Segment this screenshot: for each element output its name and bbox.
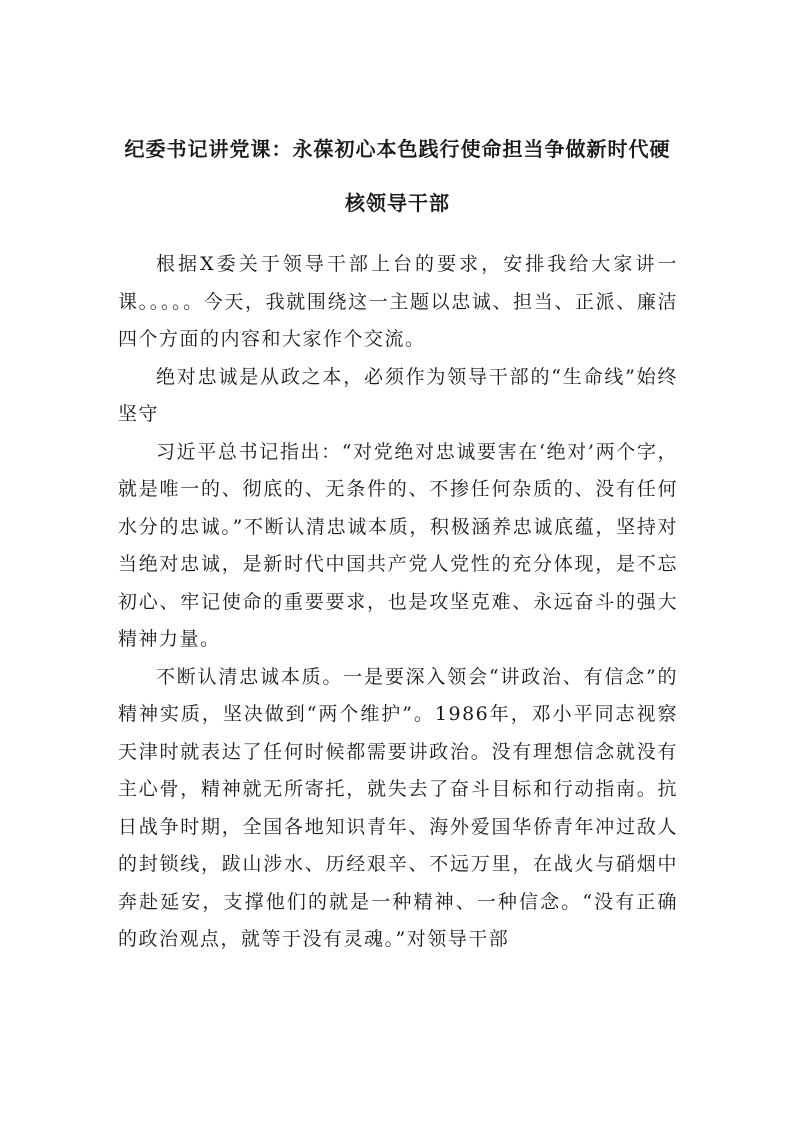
title-line-2: 核领导干部 — [345, 191, 450, 215]
paragraph-intro: 根据X委关于领导干部上台的要求，安排我给大家讲一课。。。。。今天，我就围绕这一主题以忠诚、担当、正派、廉洁四个方面的内容和大家作个交流。 — [118, 253, 678, 350]
title-line-1: 纪委书记讲党课：永葆初心本色践行使命担当争做新时代硬 — [124, 137, 671, 161]
document-title — [110, 122, 685, 230]
paragraph-loyalty-essence: 不断认清忠诚本质。一是要深入领会“讲政治、有信念”的精神实质，坚决做到“两个维护”。1986年，邓小平同志视察天津时就表达了任何时候都需要讲政治。没有理想信念就没有主心骨，精神就无所寄托，就失去了奋斗目标和行动指南。抗日战争时期，全国各地知识青年、海外爱国华侨青年冲过敌人的封锁线，跋山涉水、历经艰辛、不远万里，在战火与硝烟中奔赴延安，支撑他们的就是一种精神、一种信念。“没有正确的政治观点，就等于没有灵魂。”对领导干部 — [118, 665, 678, 950]
section-heading-loyalty: 绝对忠诚是从政之本，必须作为领导干部的“生命线”始终坚守 — [118, 365, 678, 425]
document-body — [118, 246, 678, 959]
paragraph-quote: 习近平总书记指出：“对党绝对忠诚要害在‘绝对’两个字，就是唯一的、彻底的、无条件的、不掺任何杂质的、没有任何水分的忠诚。”不断认清忠诚本质，积极涵养忠诚底蕴，坚持对当绝对忠诚，是新时代中国共产党人党性的充分体现，是不忘初心、牢记使命的重要要求，也是攻坚克难、永远奋斗的强大精神力量。 — [118, 440, 678, 650]
